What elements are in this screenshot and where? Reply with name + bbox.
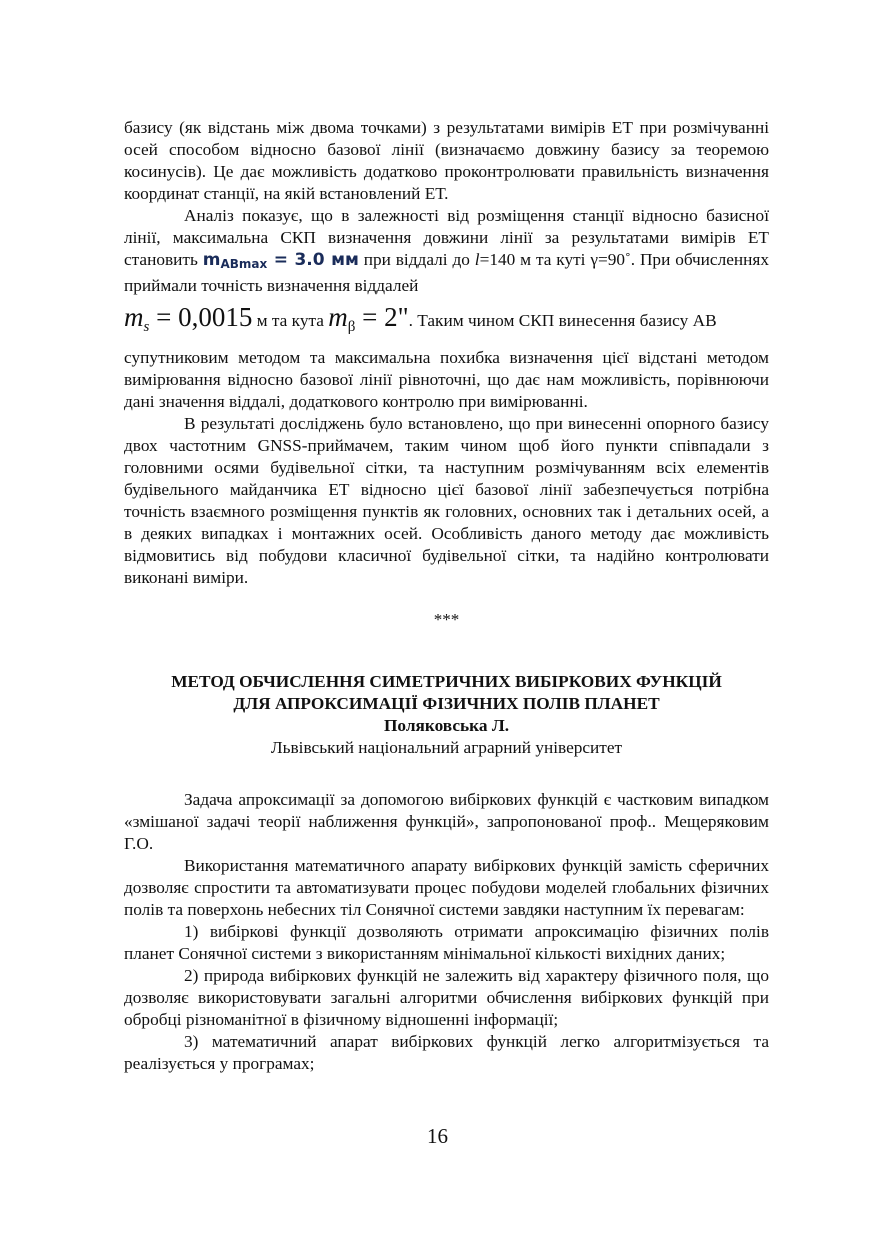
article-paragraph-2: Використання математичного апарату вибіркових функцій замість сферичних дозволяє спростити та автоматизувати процес побудови моделей глобальних фізичних полів та поверхонь небесних тіл Сонячної системи завдяки наступним їх перевагам: (124, 856, 769, 919)
formula-ms-value: = 0,0015 (156, 302, 253, 332)
article-title-line-1: МЕТОД ОБЧИСЛЕННЯ СИМЕТРИЧНИХ ВИБІРКОВИХ ФУНКЦІЙ (171, 672, 722, 691)
article-title (124, 671, 769, 715)
l-symbol: l (474, 250, 480, 269)
formula-mb (328, 302, 409, 335)
analysis-text-a: Аналіз показує, що в залежності від розміщення станції відносно базисної лінії, максимальна СКП визначення довжини лінії за результатами вимірів ЕТ становить (124, 206, 769, 269)
paragraph-results: В результаті досліджень було встановлено, що при винесенні опорного базису двох частотним GNSS-приймачем, таким чином щоб його пункти співпадали з головними осями будівельної сітки, та наступним розмічуванням всіх елементів будівельного майданчика ЕТ відносно цієї базової лінії забезпечується потрібна точність взаємного розміщення пунктів як головних, основних так і детальних осей, а в деяких випадках і монтажних осей. Особливість даного методу дає можливість відмовитись від побудови класичної будівельної сітки, та надійно контролювати виконані виміри. (124, 414, 769, 587)
formula-m-ab-max-subscript: ABmax (220, 257, 268, 271)
article-author: Поляковська Л. (383, 716, 510, 735)
formula-text-d: м та кута (256, 311, 324, 330)
formula-m-ab-max (203, 250, 359, 270)
list-item: 3) математичний апарат вибіркових функцій легко алгоритмізується та реалізується у програмах; (124, 1032, 769, 1073)
list-item: 1) вибіркові функції дозволяють отримати апроксимацію фізичних полів планет Сонячної системи з використанням мінімальної кількості вихідних даних; (124, 922, 769, 963)
analysis-text-c: =140 м та куті γ=90˚. При обчисленнях приймали точність визначення віддалей (124, 250, 769, 295)
formula-m-ab-max-value: = 3.0 мм (273, 250, 359, 270)
article-title-line-2: ДЛЯ АПРОКСИМАЦІЇ ФІЗИЧНИХ ПОЛІВ ПЛАНЕТ (233, 694, 660, 713)
spacer (124, 759, 769, 789)
formula-ms-symbol: m (124, 302, 144, 332)
formula-line (124, 297, 769, 347)
formula-mb-value: = 2" (362, 302, 409, 332)
formula-mb-symbol: m (328, 302, 348, 332)
paragraph-analysis (124, 205, 769, 297)
formula-ms-subscript: s (143, 319, 150, 335)
article-affiliation: Львівський національний аграрний університет (270, 738, 623, 757)
list-item: 2) природа вибіркових функцій не залежить від характеру фізичного поля, що дозволяє використовувати загальні алгоритми обчислення вибіркових функцій при обробці різноманітної в фізичному відношенні інформації; (124, 966, 769, 1029)
page-number: 16 (427, 1124, 448, 1148)
paragraph-continuation: базису (як відстань між двома точками) з результатами вимірів ЕТ при розмічуванні осей способом відносно базової лінії (визначаємо довжину базису за теоремою косинусів). Це дає можливість додатково проконтролювати правильність визначення координат станції, на якій встановлений ЕТ. (124, 118, 769, 203)
formula-m-ab-max-symbol: m (202, 250, 221, 270)
section-separator: *** (433, 610, 460, 629)
page-content (124, 117, 769, 1075)
paragraph-satellite: супутниковим методом та максимальна похибка визначення цієї відстані методом вимірювання відносно базової лінії рівноточні, що дає нам можливість, порівнюючи дані значення віддалі, додаткового контролю при вимірюванні. (124, 348, 769, 411)
formula-mb-subscript: β (347, 319, 356, 335)
analysis-text-b: при віддалі до (363, 250, 470, 269)
formula-ms (124, 302, 253, 335)
formula-text-e: . Таким чином СКП винесення базису АВ (408, 311, 717, 330)
article-paragraph-1: Задача апроксимації за допомогою вибіркових функцій є частковим випадком «змішаної задачі теорії наближення функцій», запропонованої проф.. Мещеряковим Г.О. (124, 790, 769, 853)
